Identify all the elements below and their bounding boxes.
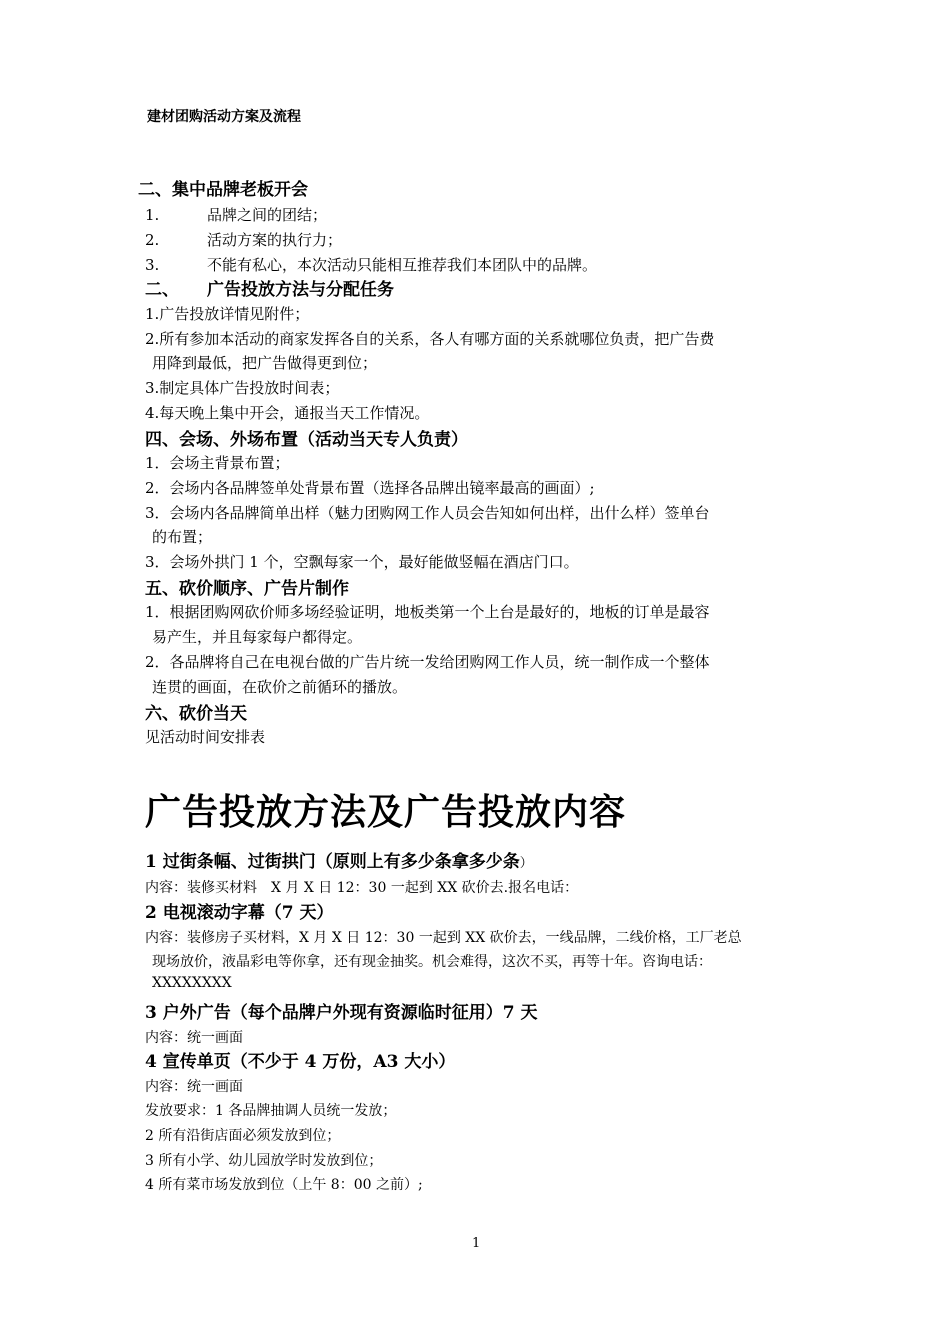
ad-item-title: 4 宣传单页（不少于 4 万份，A3 大小） [145, 1052, 456, 1072]
list-item-continuation: 的布置； [152, 528, 213, 546]
ad-item-content: 内容：统一画面 [145, 1030, 243, 1046]
ad-item-content: 4 所有菜市场发放到位（上午 8：00 之前）; [145, 1177, 423, 1193]
ad-item-content: 2 所有沿街店面必须发放到位； [145, 1128, 341, 1144]
list-item-continuation: 易产生，并且每家每户都得定。 [152, 628, 363, 646]
section-heading-bargain-order: 五、砍价顺序、广告片制作 [145, 579, 349, 599]
ad-item-title-text: 1 过街条幅、过街拱门（原则上有多少条拿多少条 [145, 852, 520, 872]
list-item: 2.所有参加本活动的商家发挥各自的关系，各人有哪方面的关系就哪位负责，把广告费 [145, 330, 715, 348]
ad-item-content: 内容：装修房子买材料，X 月 X 日 12：30 一起到 XX 砍价去，一线品牌，二线价格，工厂老总 [145, 930, 742, 946]
list-item: 3．会场外拱门 1 个，空飘每家一个，最好能做竖幅在酒店门口。 [145, 553, 579, 571]
list-item [145, 254, 597, 275]
list-item-continuation: 连贯的画面，在砍价之前循环的播放。 [152, 678, 408, 696]
list-item: 4.每天晚上集中开会，通报当天工作情况。 [145, 404, 430, 422]
ad-item-content: XXXXXXXX [152, 975, 232, 991]
list-item: 1．会场主背景布置； [145, 454, 290, 472]
list-item-continuation: 用降到最低，把广告做得更到位； [152, 354, 378, 372]
list-item [145, 204, 327, 225]
list-item: 3.制定具体广告投放时间表； [145, 379, 340, 397]
list-number: 2. [145, 231, 160, 249]
list-item: 2．各品牌将自己在电视台做的广告片统一发给团购网工作人员，统一制作成一个整体 [145, 653, 710, 671]
ad-item-title: 3 户外广告（每个品牌户外现有资源临时征用）7 天 [145, 1003, 538, 1023]
list-number: 3. [145, 256, 160, 274]
list-text: 品牌之间的团结； [207, 206, 328, 224]
ad-item-content: 内容：统一画面 [145, 1079, 243, 1095]
list-text: 活动方案的执行力； [207, 231, 343, 249]
ad-item-title [145, 847, 533, 872]
ad-section-title: 广告投放方法及广告投放内容 [145, 792, 627, 833]
list-item: 2．会场内各品牌签单处背景布置（选择各品牌出镜率最高的画面）; [145, 479, 595, 497]
ad-item-content: 现场放价，液晶彩电等你拿，还有现金抽奖。机会难得，这次不买，再等十年。咨询电话： [152, 954, 712, 970]
list-item [145, 229, 342, 250]
ad-item-content: 内容：装修买材料 X 月 X 日 12：30 一起到 XX 砍价去.报名电话： [145, 880, 579, 896]
list-item: 1.广告投放详情见附件； [145, 305, 310, 323]
list-number: 1. [145, 206, 160, 224]
section-heading-bargain-day: 六、砍价当天 [145, 704, 247, 724]
page-number: 1 [472, 1236, 481, 1251]
list-item: 1．根据团购网砍价师多场经验证明，地板类第一个上台是最好的，地板的订单是最容 [145, 603, 710, 621]
ad-item-content: 3 所有小学、幼儿园放学时发放到位； [145, 1153, 383, 1169]
list-item: 3．会场内各品牌简单出样（魅力团购网工作人员会告知如何出样，出什么样）签单台 [145, 504, 710, 522]
ad-item-title-tail: ） [519, 856, 533, 871]
section-heading-ad-tasks [145, 275, 394, 300]
ad-item-title: 2 电视滚动字幕（7 天） [145, 903, 334, 923]
section-heading-text: 广告投放方法与分配任务 [207, 280, 394, 300]
section-heading-venue: 四、会场、外场布置（活动当天专人负责） [145, 430, 468, 450]
document-title: 建材团购活动方案及流程 [147, 109, 301, 125]
section-number: 二、 [145, 280, 179, 300]
list-text: 不能有私心，本次活动只能相互推荐我们本团队中的品牌。 [207, 256, 598, 274]
ad-item-content: 发放要求：1 各品牌抽调人员统一发放； [145, 1103, 397, 1119]
section-heading-meeting: 二、集中品牌老板开会 [138, 180, 308, 200]
paragraph: 见活动时间安排表 [145, 728, 266, 746]
